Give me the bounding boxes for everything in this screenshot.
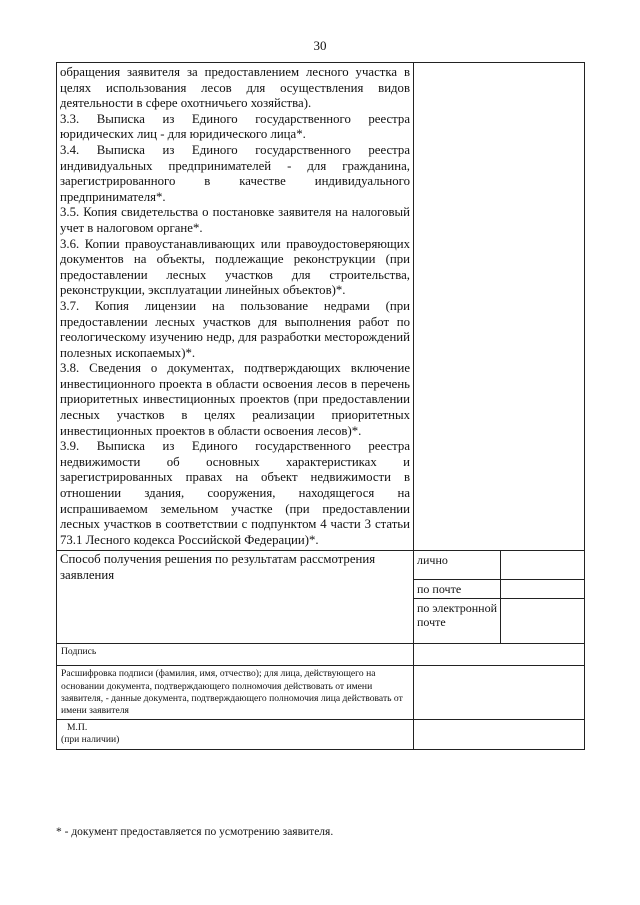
method-row-personal	[57, 551, 585, 580]
signature-row	[57, 644, 585, 666]
option-mail-label: по почте	[414, 580, 501, 599]
document-item: 3.3. Выписка из Единого государственного реестра юридических лиц - для юридического лица*.	[60, 111, 410, 142]
option-personal-label: лично	[414, 551, 501, 580]
footnote: * - документ предоставляется по усмотрению заявителя.	[56, 826, 334, 838]
signature-field[interactable]	[414, 644, 585, 666]
stamp-row	[57, 720, 585, 749]
application-form-table	[56, 62, 585, 750]
document-item: обращения заявителя за предоставлением лесного участка в целях использования лесов для осуществления видов деятельности в сфере охотничьего хозяйства).	[60, 65, 410, 111]
method-label: Способ получения решения по результатам рассмотрения заявления	[60, 552, 376, 582]
stamp-field[interactable]	[414, 720, 585, 749]
page-number: 30	[313, 38, 327, 53]
document-item: 3.9. Выписка из Единого государственного реестра недвижимости об основных характеристиках и зарегистрированных правах на объект недвижимости в отношении здания, сооружения, находящегося на испрашиваемом земельном участке (при предоставлении лесных участков в соответствии с подпунктом 4 части 3 статьи 73.1 Лесного кодекса Российской Федерации)*.	[60, 439, 410, 547]
stamp-note: (при наличии)	[61, 734, 120, 746]
stamp-cell	[57, 720, 414, 749]
document-item: 3.6. Копии правоустанавливающих или правоудостоверяющих документов на объекты, подлежащие реконструкции (при предоставлении лесных участков для строительства, реконструкции, эксплуатации линейных объектов)*.	[60, 236, 410, 298]
document-item: 3.7. Копия лицензии на пользование недрами (при предоставлении лесных участков для выполнения работ по геологическому изучению недр, для разработки месторождений полезных ископаемых)*.	[60, 298, 410, 360]
signature-label: Подпись	[57, 644, 414, 666]
option-mail-mark[interactable]	[501, 580, 585, 599]
signature-decoding-label: Расшифровка подписи (фамилия, имя, отчество); для лица, действующего на основании документа, подтверждающего полномочия действовать от имени заявителя, - данные документа, подтверждающего полномочия лица действовать от имени заявителя	[57, 666, 414, 720]
signature-decoding-field[interactable]	[414, 666, 585, 720]
document-item: 3.8. Сведения о документах, подтверждающих включение инвестиционного проекта в области освоения лесов в перечень приоритетных инвестиционных проектов (при предоставлении лесных участков в целях реализации приоритетных инвестиционных проектов в области освоения лесов)*.	[60, 361, 410, 438]
document-item: 3.5. Копия свидетельства о постановке заявителя на налоговый учет в налоговом органе*.	[60, 205, 410, 235]
option-personal-mark[interactable]	[501, 551, 585, 580]
documents-mark-cell[interactable]	[414, 63, 585, 551]
document-item: 3.4. Выписка из Единого государственного реестра индивидуальных предпринимателей - для гражданина, зарегистрированного в качестве индивидуального предпринимателя*.	[60, 142, 410, 204]
decoding-row	[57, 666, 585, 720]
option-email-label: по электронной почте	[414, 599, 501, 644]
option-email-mark[interactable]	[501, 599, 585, 644]
method-label-cell	[57, 551, 414, 644]
documents-row	[57, 63, 585, 551]
documents-list-cell	[57, 63, 414, 551]
stamp-label: М.П.	[67, 722, 88, 734]
